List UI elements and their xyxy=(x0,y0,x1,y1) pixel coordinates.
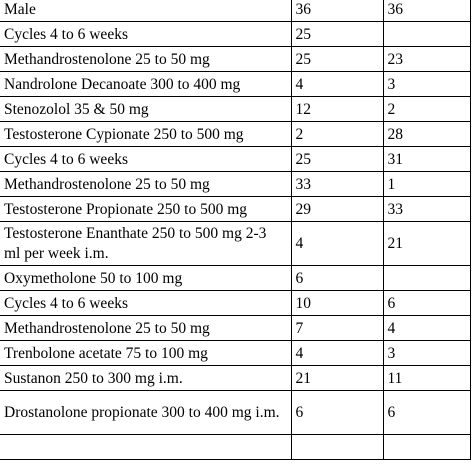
table-row xyxy=(0,197,470,222)
row-label: Cycles 4 to 6 weeks xyxy=(0,291,291,316)
row-value-2: 11 xyxy=(383,366,470,391)
table-row xyxy=(0,147,470,172)
row-label: Methandrostenolone 25 to 50 mg xyxy=(0,172,291,197)
table-row xyxy=(0,366,470,391)
row-value-1 xyxy=(291,435,383,460)
row-value-1: 4 xyxy=(291,341,383,366)
table-row xyxy=(0,22,470,47)
row-value-2 xyxy=(383,435,470,460)
row-value-2 xyxy=(383,266,470,291)
row-value-1: 4 xyxy=(291,72,383,97)
row-value-2: 3 xyxy=(383,341,470,366)
row-value-1: 10 xyxy=(291,291,383,316)
row-value-2: 3 xyxy=(383,72,470,97)
table-row xyxy=(0,435,470,460)
row-value-2: 6 xyxy=(383,391,470,435)
row-value-1: 4 xyxy=(291,222,383,266)
row-label: Testosterone Cypionate 250 to 500 mg xyxy=(0,122,291,147)
row-value-1: 6 xyxy=(291,391,383,435)
row-value-1: 29 xyxy=(291,197,383,222)
row-label: Cycles 4 to 6 weeks xyxy=(0,22,291,47)
row-label: Methandrostenolone 25 to 50 mg xyxy=(0,47,291,72)
row-value-2: 2 xyxy=(383,97,470,122)
row-value-1: 2 xyxy=(291,122,383,147)
row-value-1: 21 xyxy=(291,366,383,391)
row-value-1: 25 xyxy=(291,22,383,47)
row-value-1: 7 xyxy=(291,316,383,341)
table-row xyxy=(0,122,470,147)
row-label: Testosterone Propionate 250 to 500 mg xyxy=(0,197,291,222)
row-label: Nandrolone Decanoate 300 to 400 mg xyxy=(0,72,291,97)
row-label: Male xyxy=(0,0,291,22)
table-row xyxy=(0,0,470,22)
row-label: Methandrostenolone 25 to 50 mg xyxy=(0,316,291,341)
row-value-2 xyxy=(383,22,470,47)
row-label: Stenozolol 35 & 50 mg xyxy=(0,97,291,122)
row-value-2: 31 xyxy=(383,147,470,172)
table-row xyxy=(0,72,470,97)
row-value-2: 36 xyxy=(383,0,470,22)
row-value-1: 25 xyxy=(291,147,383,172)
table-row xyxy=(0,222,470,266)
row-value-2: 23 xyxy=(383,47,470,72)
row-value-2: 28 xyxy=(383,122,470,147)
table-row xyxy=(0,172,470,197)
row-value-1: 12 xyxy=(291,97,383,122)
row-label: Trenbolone acetate 75 to 100 mg xyxy=(0,341,291,366)
row-value-1: 25 xyxy=(291,47,383,72)
table-row xyxy=(0,391,470,435)
table-row xyxy=(0,266,470,291)
row-label xyxy=(0,435,291,460)
row-label: Testosterone Enanthate 250 to 500 mg 2-3 ml per week i.m. xyxy=(0,222,291,266)
row-value-1: 33 xyxy=(291,172,383,197)
table-row xyxy=(0,291,470,316)
table-row xyxy=(0,97,470,122)
row-value-2: 6 xyxy=(383,291,470,316)
row-value-2: 21 xyxy=(383,222,470,266)
row-value-2: 4 xyxy=(383,316,470,341)
row-value-2: 33 xyxy=(383,197,470,222)
row-label: Cycles 4 to 6 weeks xyxy=(0,147,291,172)
table-row xyxy=(0,316,470,341)
row-value-1: 36 xyxy=(291,0,383,22)
row-label: Oxymetholone 50 to 100 mg xyxy=(0,266,291,291)
row-label: Drostanolone propionate 300 to 400 mg i.m. xyxy=(0,391,291,435)
table-row xyxy=(0,47,470,72)
table-row xyxy=(0,341,470,366)
row-value-2: 1 xyxy=(383,172,470,197)
row-value-1: 6 xyxy=(291,266,383,291)
row-label: Sustanon 250 to 300 mg i.m. xyxy=(0,366,291,391)
